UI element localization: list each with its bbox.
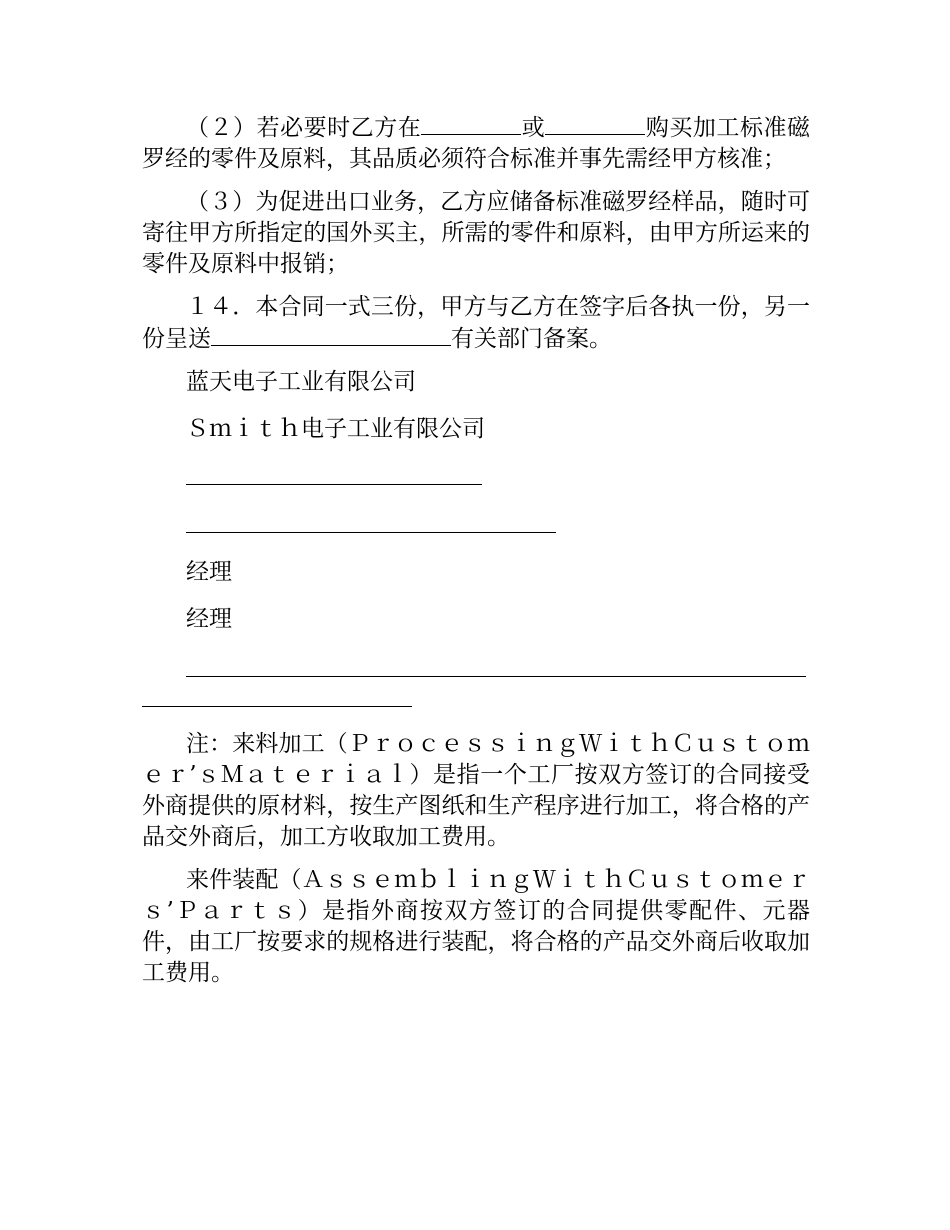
manager-title-b: 经理 (186, 606, 232, 632)
clause-item-2-text-end: 购买加工标准磁罗经的零件及原料，其品质必须符合标准并事先需经甲方核准； (142, 115, 811, 172)
party-b-name: Ｓｍｉｔｈ电子工业有限公司 (186, 416, 485, 442)
note-processing: 注：来料加工（ＰｒｏｃｅｓｓｉｎｇＷｉｔｈＣｕｓｔｏｍｅｒ’ｓＭａｔｅｒｉａｌ）是指一个工厂按双方签订的合同接受外商提供的原材料，按生产图纸和生产程序进行加工，将合格的产品交外商后，加工方收取加工费用。 (142, 731, 810, 850)
blank-field-department (211, 323, 451, 346)
spacer (142, 707, 810, 729)
spacer (142, 677, 810, 705)
manager-title-a: 经理 (186, 559, 232, 585)
spacer (142, 533, 810, 557)
document-page (142, 112, 810, 1001)
blank-field-location-2 (545, 112, 645, 135)
blank-field-location-1 (421, 112, 521, 135)
clause-item-3: （３）为促进出口业务，乙方应储备标准磁罗经样品，随时可寄往甲方所指定的国外买主，所需的零件和原料，由甲方所运来的零件及原料中报销； (142, 189, 810, 277)
clause-item-2 (142, 112, 810, 175)
spacer (142, 461, 810, 483)
clause-14-text-end: 有关部门备案。 (451, 326, 612, 352)
clause-item-2-text-start: （２）若必要时乙方在 (186, 115, 422, 141)
clause-14-text-start: １４．本合同一式三份，甲方与乙方在签字后各执一份，另一份呈送 (142, 294, 810, 352)
clause-item-2-or: 或 (521, 115, 546, 141)
clause-14 (142, 292, 810, 355)
spacer (142, 651, 810, 675)
party-a-name: 蓝天电子工业有限公司 (186, 369, 416, 395)
spacer (142, 485, 810, 531)
note-assembling: 来件装配（ＡｓｓｅｍｂｌｉｎｇＷｉｔｈＣｕｓｔｏｍｅｒｓ’Ｐａｒｔｓ）是指外商按双方签订的合同提供零配件、元器件，由工厂按要求的规格进行装配，将合格的产品交外商后收取加工费用。 (142, 867, 810, 986)
